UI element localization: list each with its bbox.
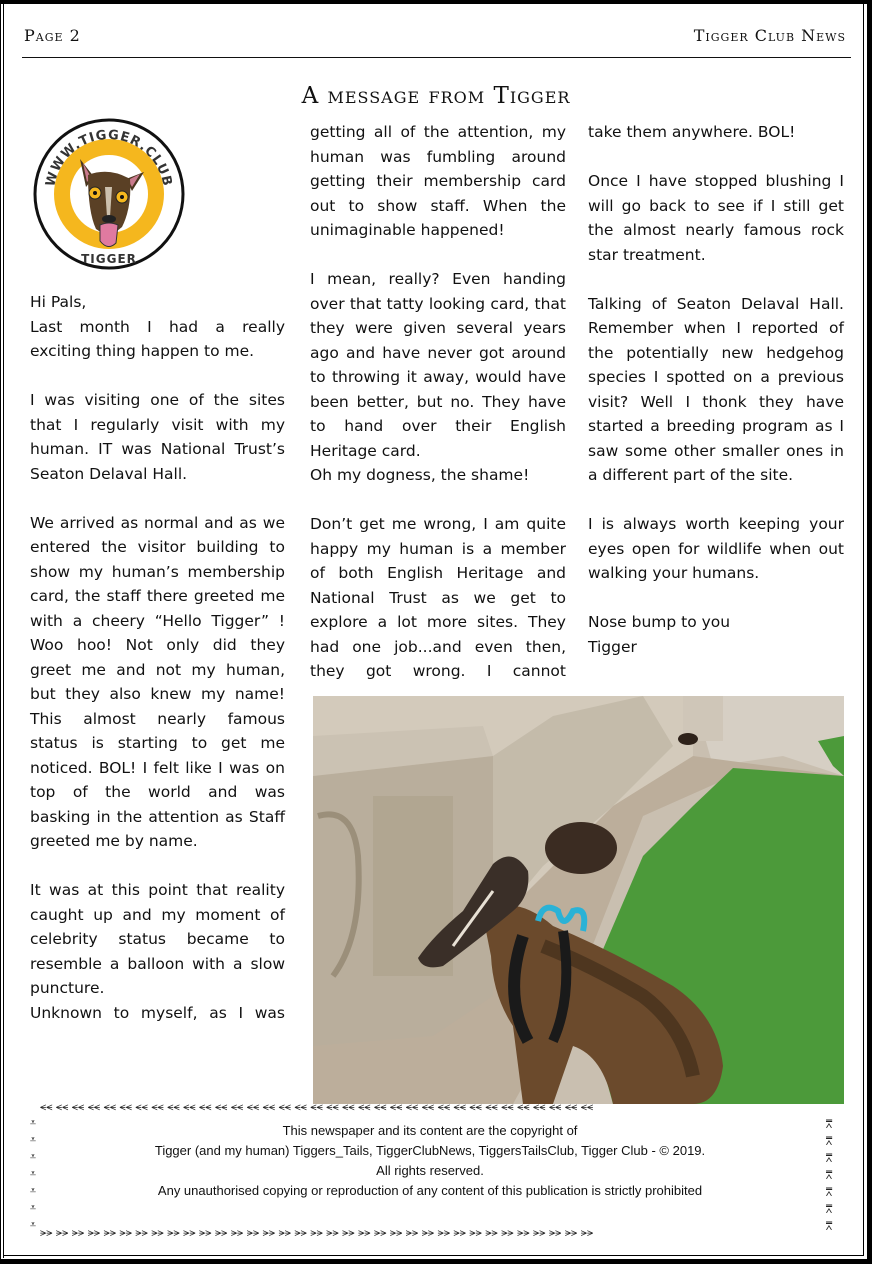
greeting: Hi Pals, (30, 293, 87, 311)
page-frame-bottom (0, 1259, 872, 1264)
copyright-notice (60, 1121, 800, 1201)
svg-text:WWW.TIGGER.CLUB: WWW.TIGGER.CLUB (43, 127, 175, 189)
paragraph: Unknown to myself, as I was (30, 1003, 285, 1022)
paragraph: getting all of the attention, my human was fumbling around getting their membership card out to show staff. When the unimaginable happened! (310, 123, 566, 239)
footer-border-left: ⩡ ⩡ ⩡ ⩡ ⩡ ⩡ ⩡ (29, 1116, 37, 1231)
sign-off: Nose bump to you (588, 613, 731, 631)
copyright-line: Any unauthorised copying or reproduction of any content of this publication is strictly prohibited (157, 1183, 703, 1198)
greyhound-photo (313, 696, 844, 1104)
tigger-club-logo (32, 117, 186, 271)
footer-border-top: ⪪⪪ ⪪⪪ ⪪⪪ ⪪⪪ ⪪⪪ ⪪⪪ ⪪⪪ ⪪⪪ ⪪⪪ ⪪⪪ ⪪⪪ ⪪⪪ ⪪⪪ ⪪⪪ ⪪⪪ ⪪⪪ ⪪⪪ ⪪⪪ ⪪⪪ ⪪⪪ ⪪⪪ ⪪⪪ ⪪⪪ ⪪⪪ ⪪⪪ ⪪⪪ ⪪⪪ ⪪⪪ ⪪⪪ ⪪⪪ ⪪⪪ ⪪⪪ ⪪⪪ ⪪⪪ ⪪⪪ (40, 1100, 594, 1113)
page-frame-top (0, 0, 872, 4)
page-frame-bottom-inner (3, 1255, 864, 1256)
page-frame-right-inner (863, 4, 864, 1256)
header-rule (22, 57, 851, 58)
page-frame-left-inner (3, 4, 4, 1258)
svg-text:TIGGER: TIGGER (81, 252, 137, 266)
paragraph: Once I have stopped blushing I will go back to see if I still get the almost nearly famous rock star treatment. (588, 172, 844, 264)
dog-logo-icon (32, 117, 186, 271)
photo-image-icon (313, 696, 844, 1104)
paragraph: It was at this point that reality caught up and my moment of celebrity status became to resemble a balloon with a slow puncture. (30, 881, 285, 997)
article-title: A message from Tigger (301, 83, 571, 110)
footer-border-right: ⩞ ⩞ ⩞ ⩞ ⩞ ⩞ ⩞ (825, 1118, 833, 1233)
article-column-2 (310, 120, 566, 684)
article-column-3 (588, 120, 844, 659)
paragraph: We arrived as normal and as we entered the visitor building to show my human’s membership card, the staff there greeted me with a cheery “Hello Tigger” ! Woo hoo! Not only did they greet me and not my human, but they also knew my name! This almost nearly famous status is starting to get me noticed. BOL! I felt like I was on top of the world and was basking in the attention as Staff greeted me by name. (30, 513, 285, 850)
copyright-line: This newspaper and its content are the copyright of (282, 1123, 578, 1138)
page-frame-right (867, 0, 872, 1264)
page-frame-left (0, 0, 1, 1264)
paragraph: I was visiting one of the sites that I regularly visit with my human. IT was National Trust’s Seaton Delaval Hall. (30, 391, 285, 483)
paragraph: Last month I had a really exciting thing happen to me. (30, 317, 285, 360)
paragraph: I is always worth keeping your eyes open for wildlife when out walking your humans. (588, 515, 844, 582)
copyright-line: Tigger (and my human) Tiggers_Tails, TiggerClubNews, TiggersTailsClub, Tigger Club - © 2019. (154, 1143, 706, 1158)
paragraph: Talking of Seaton Delaval Hall. Remember when I reported of the potentially new hedgehog species I spotted on a previous visit? Well I thonk they have started a breeding program as I saw some other smaller ones in a different part of the site. (588, 294, 844, 484)
paragraph: take them anywhere. BOL! (588, 123, 796, 141)
footer-border-bottom: ⪫⪫ ⪫⪫ ⪫⪫ ⪫⪫ ⪫⪫ ⪫⪫ ⪫⪫ ⪫⪫ ⪫⪫ ⪫⪫ ⪫⪫ ⪫⪫ ⪫⪫ ⪫⪫ ⪫⪫ ⪫⪫ ⪫⪫ ⪫⪫ ⪫⪫ ⪫⪫ ⪫⪫ ⪫⪫ ⪫⪫ ⪫⪫ ⪫⪫ ⪫⪫ ⪫⪫ ⪫⪫ ⪫⪫ ⪫⪫ ⪫⪫ ⪫⪫ ⪫⪫ ⪫⪫ ⪫⪫ (40, 1226, 594, 1239)
paragraph: Oh my dogness, the shame! (310, 466, 530, 484)
paragraph: I mean, really? Even handing over that tatty looking card, that they were given several years ago and have never got around to throwing it away, would have been better, but no. They have to hand over their English Heritage card. (310, 270, 566, 460)
article-column-1 (30, 290, 285, 1025)
paragraph: Don’t get me wrong, I am quite happy my human is a member of both English Heritage and National Trust as we get to explore a lot more sites. They had one job...and even then, they got wrong. I cannot (310, 515, 566, 680)
signature: Tigger (588, 637, 637, 656)
page-number: Page 2 (24, 26, 81, 45)
copyright-line: All rights reserved. (376, 1163, 484, 1178)
publication-name: Tigger Club News (693, 26, 846, 45)
